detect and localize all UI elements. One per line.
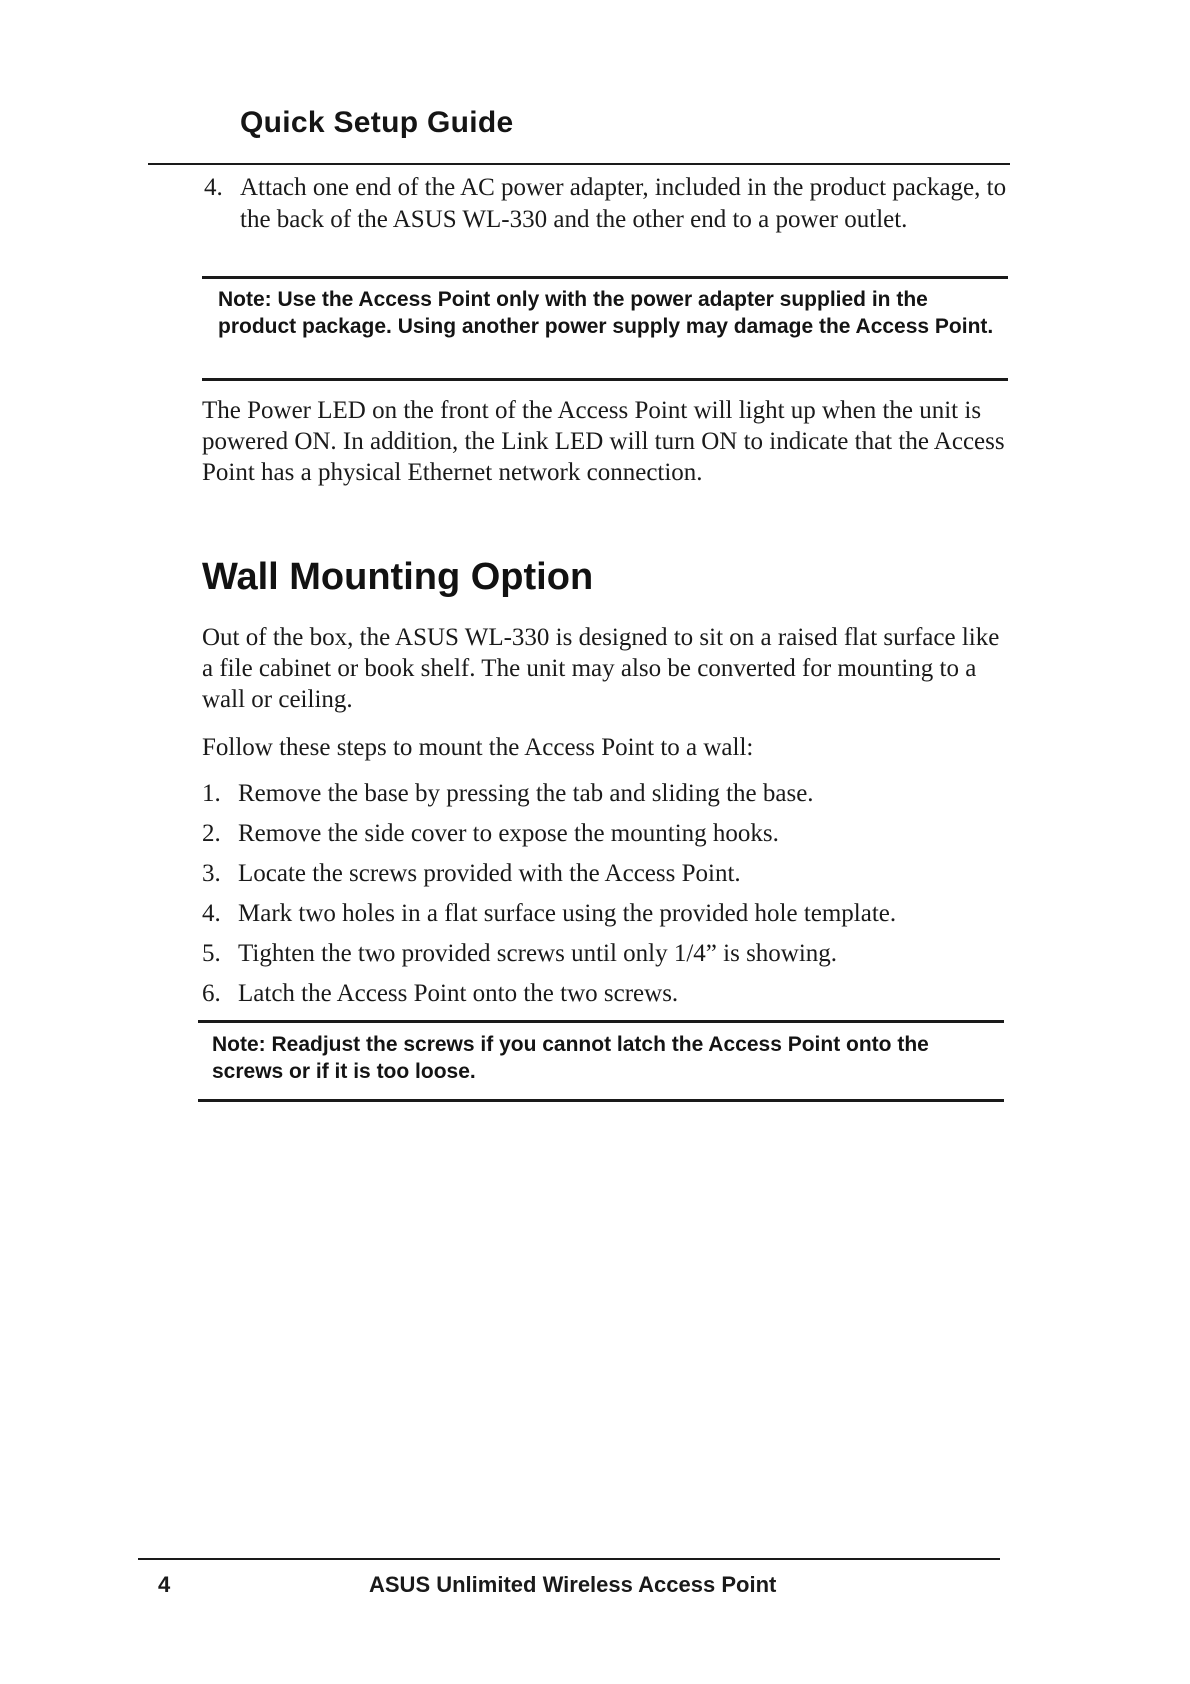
list-item — [202, 854, 1002, 894]
note-readjust-screws: Note: Readjust the screws if you cannot latch the Access Point onto the screws or if it is too loose. — [212, 1033, 929, 1083]
wall-mount-intro: Out of the box, the ASUS WL-330 is designed to sit on a raised flat surface like a file cabinet or book shelf. The unit may also be converted for mounting to a wall or ceiling. — [202, 624, 1000, 713]
step-number: 2. — [202, 820, 221, 847]
footer-title: ASUS Unlimited Wireless Access Point — [369, 1572, 777, 1597]
step-text: Locate the screws provided with the Access Point. — [238, 860, 741, 887]
note1-bottom-rule — [202, 378, 1008, 381]
power-step-text: Attach one end of the AC power adapter, included in the product package, to the back of the ASUS WL-330 and the other end to a power outlet. — [240, 174, 1007, 233]
mounting-steps-list — [202, 774, 1002, 1014]
list-item — [202, 774, 1002, 814]
step-number: 1. — [202, 780, 221, 807]
note-power-adapter: Note: Use the Access Point only with the power adapter supplied in the product package. Using another power supply may damage the Access Point. — [218, 288, 994, 338]
note2-top-rule — [198, 1020, 1004, 1023]
power-step — [204, 172, 1024, 236]
follow-steps-text: Follow these steps to mount the Access Point to a wall: — [202, 734, 754, 761]
list-item — [202, 974, 1002, 1014]
note2-bottom-rule — [198, 1099, 1004, 1102]
step-text: Mark two holes in a flat surface using the provided hole template. — [238, 900, 897, 927]
section-heading: Wall Mounting Option — [202, 556, 594, 598]
page-header-title: Quick Setup Guide — [240, 106, 514, 139]
step-number: 4. — [202, 900, 221, 927]
step-number: 3. — [202, 860, 221, 887]
list-item — [202, 814, 1002, 854]
step-text: Remove the side cover to expose the mounting hooks. — [238, 820, 779, 847]
step-number: 6. — [202, 980, 221, 1007]
power-led-paragraph: The Power LED on the front of the Access Point will light up when the unit is powered ON. In addition, the Link LED will turn ON to indicate that the Access Point has a physical Ethernet network connection. — [202, 397, 1005, 486]
header-rule — [148, 163, 1010, 165]
step-text: Latch the Access Point onto the two screws. — [238, 980, 679, 1007]
note1-top-rule — [202, 276, 1008, 279]
power-step-number: 4. — [204, 174, 223, 201]
list-item — [202, 894, 1002, 934]
page-number: 4 — [158, 1572, 171, 1597]
step-text: Tighten the two provided screws until only 1/4” is showing. — [238, 940, 838, 967]
list-item — [202, 934, 1002, 974]
footer-rule — [138, 1558, 1000, 1560]
step-text: Remove the base by pressing the tab and sliding the base. — [238, 780, 814, 807]
step-number: 5. — [202, 940, 221, 967]
